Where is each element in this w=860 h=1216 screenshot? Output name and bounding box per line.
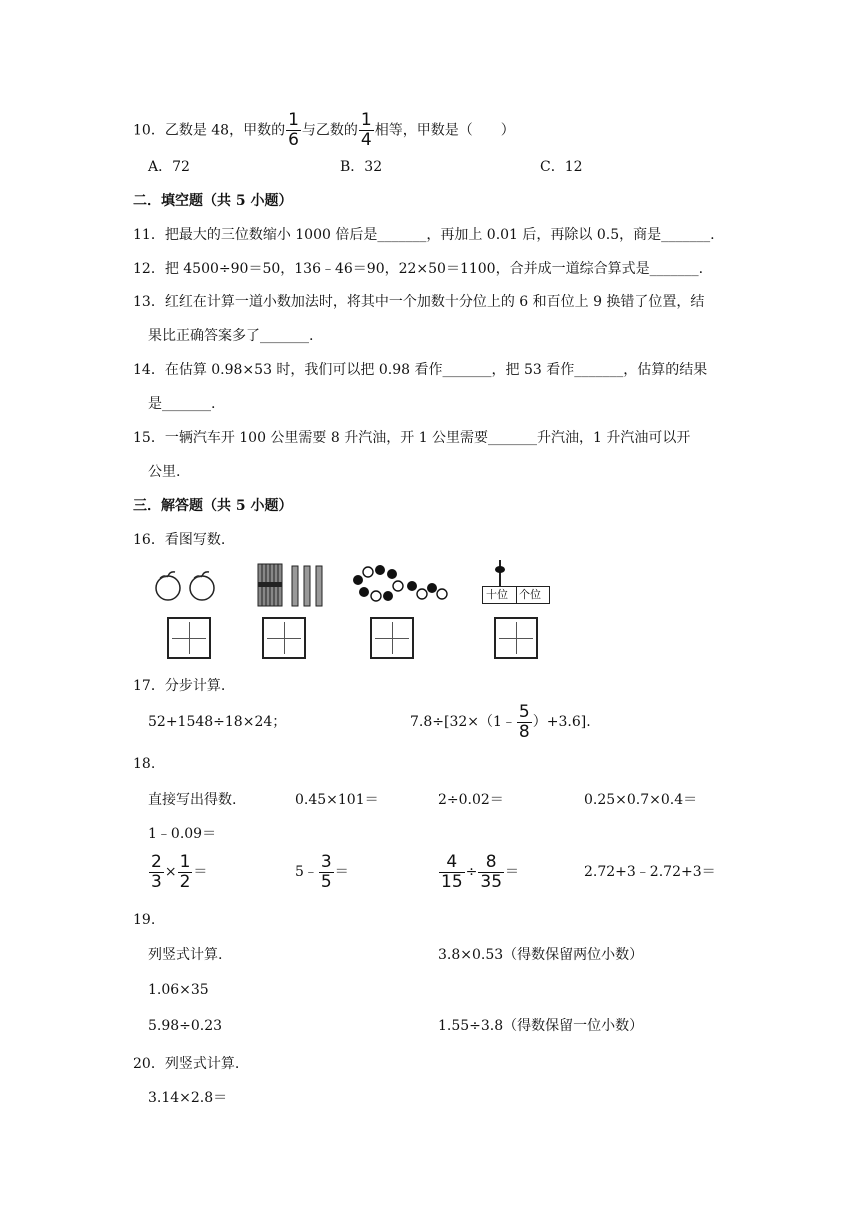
- expression: 1.55÷3.8（得数保留一位小数）: [438, 1018, 644, 1034]
- option-c: C．12: [540, 159, 583, 175]
- question-number: 10．: [133, 122, 165, 139]
- fraction: $\frac{2}{3}$: [151, 851, 162, 892]
- expression: 3.14×2.8＝: [148, 1090, 228, 1106]
- ones-label: 个位: [519, 588, 541, 601]
- question-20-title: 20．列竖式计算.: [133, 1056, 240, 1072]
- question-12: 12．把 4500÷90＝50，136﹣46＝90，22×50＝1100，合并成一道综合算式是_______.: [133, 261, 704, 277]
- fraction: $\frac{4}{15}$: [441, 851, 463, 892]
- question-text: 相等，甲数是（ ）: [374, 122, 515, 139]
- section-heading: 二．填空题（共 5 小题）: [133, 193, 293, 209]
- expression: 2÷0.02＝: [438, 792, 504, 808]
- tens-label: 十位: [486, 588, 508, 601]
- question-19-number: 19.: [133, 912, 156, 928]
- answer-box[interactable]: [494, 617, 538, 659]
- expression: 52+1548÷18×24；: [148, 714, 287, 730]
- fraction: $\frac{5}{8}$: [518, 701, 530, 742]
- fraction: $\frac{3}{5}$: [320, 851, 332, 892]
- question-18-number: 18.: [133, 756, 156, 772]
- expression: 0.25×0.7×0.4＝: [584, 792, 698, 808]
- expression: 5﹣ $\frac{3}{5}$ ＝: [295, 851, 349, 892]
- question-15-line2: 公里.: [148, 464, 181, 480]
- expression: 7.8÷[32×（1﹣ $\frac{5}{8}$ ）+3.6].: [410, 701, 591, 742]
- expression: 2.72+3﹣2.72+3＝: [584, 864, 716, 880]
- question-text: 与乙数的: [301, 122, 358, 139]
- question-17-title: 17．分步计算.: [133, 678, 226, 694]
- question-13-line1: 13．红红在计算一道小数加法时，将其中一个加数十分位上的 6 和百位上 9 换错了位置，结: [133, 294, 705, 310]
- expression: 1﹣0.09＝: [148, 826, 217, 842]
- option-b: B．32: [340, 159, 383, 175]
- expression: 1.06×35: [148, 982, 209, 998]
- question-14-line2: 是_______.: [148, 396, 216, 412]
- expression: $\frac{2}{3}$ × $\frac{1}{2}$ ＝: [151, 851, 208, 892]
- apples-image: [150, 568, 222, 604]
- question-16-title: 16．看图写数.: [133, 532, 226, 548]
- fraction: $\frac{1}{4}$: [360, 110, 372, 150]
- beads-image: [350, 564, 450, 604]
- question-19-intro: 列竖式计算.: [148, 947, 223, 963]
- answer-box[interactable]: [370, 617, 414, 659]
- expression: 0.45×101＝: [295, 792, 379, 808]
- expression: 3.8×0.53（得数保留两位小数）: [438, 947, 644, 963]
- question-text: 乙数是 48，甲数的: [164, 122, 286, 139]
- abacus-image: [482, 560, 552, 606]
- question-14-line1: 14．在估算 0.98×53 时，我们可以把 0.98 看作_______，把 53 看作_______，估算的结果: [133, 362, 708, 378]
- question-15-line1: 15．一辆汽车开 100 公里需要 8 升汽油，开 1 公里需要_______升汽油，1 升汽油可以开: [133, 430, 691, 446]
- sticks-image: [256, 562, 326, 608]
- section-heading: 三．解答题（共 5 小题）: [133, 498, 293, 514]
- question-10: [133, 112, 515, 149]
- question-18-intro: 直接写出得数.: [148, 792, 237, 808]
- fraction: $\frac{1}{2}$: [179, 851, 191, 892]
- fraction: $\frac{8}{35}$: [480, 851, 503, 892]
- answer-box[interactable]: [262, 617, 306, 659]
- option-a: A．72: [148, 159, 190, 175]
- question-13-line2: 果比正确答案多了_______.: [148, 328, 314, 344]
- expression: $\frac{4}{15}$ ÷ $\frac{8}{35}$ ＝: [441, 851, 520, 892]
- fraction: $\frac{1}{6}$: [288, 110, 299, 150]
- question-11: 11．把最大的三位数缩小 1000 倍后是_______，再加上 0.01 后，再除以 0.5，商是_______.: [133, 227, 715, 243]
- answer-box[interactable]: [167, 617, 211, 659]
- expression: 5.98÷0.23: [148, 1018, 223, 1034]
